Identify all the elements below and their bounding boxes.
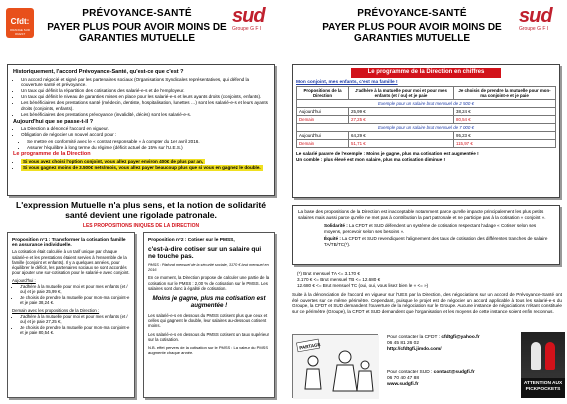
cell-value: 80,54 € [454,116,556,124]
tranche-line: 12.680 € <= Brut mensuel TC (oui, oui, vous lisez bien le « <= ») [297,282,429,288]
list-item: • Un accord négocié et signé par les partenaires sociaux (Organisations Syndicales représentatives, qui défend la couverture santé et prévoyance. [21,77,269,88]
contact-sud: Pour contacter SUD : contact@sudgfi.fr 06 70 40 47 88 www.sudgfi.fr [387,370,517,388]
slogan: L'expression Mutuelle n'a plus sens, et la notion de solidarité santé devient une rigolade patronale. [15,200,267,220]
prop1-demain: Demain avec les propositions de la Direction : [12,308,100,314]
cfdt-logo: Cfdt: ORANGE SUD OUEST [6,8,34,38]
prop1-list [12,284,130,305]
programme-list [13,159,269,171]
pickpocket-warning [521,332,565,398]
cfdt-email-link[interactable]: cfdtgfi@yahoo.fr [441,335,480,340]
table-header: J'adhère à la mutuelle pour moi et pour mes enfants (et / ou) et je paie [349,87,454,100]
contact-cfdt: Pour contacter la CFDT : cfdtgfi@yahoo.fr 06 45 81 26 02 http://cfdtgfi.jimdo.com/ [387,335,517,353]
sud-logo: sud Groupe G F I [232,5,265,32]
row-label: Aujourd'hui [297,108,349,116]
denonciation-text: Suite à la dénonciation de l'accord en vigueur sur l'UES par la Direction, des négociations sur un accord de Prévoyance-Santé ont été ouvertes sur ce même périmètre. Cependant, puisque le projet est de négocier un accord applicable à tous les salarié-e-s du Groupe, la CFDT et SUD demandent l'ouverture de la négociation sur le Groupe. Aucune instance de négociations n'étant constituée sur ce périmètre (Groupe), la CFDT et SUD demandent que l'organisation et les moyens de cette instance soient enfin reconnus. [292,292,562,314]
prop1-aujourdhui: Aujourd'hui : [12,278,36,284]
page-subtitle: PAYER PLUS POUR AVOIR MOINS DE GARANTIES MUTUELLE [322,22,502,44]
base-text: La base des propositions de la Direction est inacceptable notamment parce qu'elle impacte principalement les plus petits salaires mais aussi parce qu'elle ne met pas à contribution la part patronale et ne participe pas à la cotisation « conjoint ». [298,209,546,220]
prop2-pmss: PMSS : Plafond mensuel de la sécurité sociale, 3170 € brut mensuel en 2016 [148,263,269,272]
prop1-title: Proposition n°1 : Transformer la cotisation famille en assurance individuelle. [12,238,126,249]
proposition-1-box [7,232,135,398]
list-item: • J'adhère à la mutuelle pour moi et pour mes enfants (et / ou) et je paie 25,99 €, [20,284,130,294]
list-item: • Les bénéficiaires des prestations prévoyance (invalidité, décès) sont les salarié-e-s. [21,112,269,118]
example-2-label: Exemple pour un salaire brut mensuel de 7 000 € [297,124,556,132]
sud-logo: sud Groupe G F I [519,5,552,32]
proposition-2-box [143,232,275,398]
row-label: Demain [297,116,349,124]
table-row [297,132,556,140]
tranches [297,271,428,288]
list-item: • J'adhère à la mutuelle pour moi et pour mes enfants (et / ou) et je paie 27,25 €, [20,314,130,324]
table-header: Propositions de la Direction [297,87,349,100]
list-item: • Je choisis de prendre la mutuelle pour mon-ma conjoint-e et je paie 38,24 €. [20,295,130,305]
sud-phone: 06 70 40 47 88 [387,376,420,381]
conclusion-1: Le salarié pauvre de l'exemple : Moins je gagne, plus ma cotisation est augmentée ! [296,151,479,157]
comparison-table [296,86,556,148]
tranche-line: 3.170 € <= Brut mensuel TB <= 12.680 € [297,276,381,282]
historique-list [13,77,269,118]
equite: Équité : La CFDT et SUD revendiquent l'alignement des taux de cotisation des différentes tranches de salaire TA/TB/TC(*). [324,236,548,247]
attention-text: ATTENTION AUX PICKPOCKETS [523,381,563,392]
prop2-hook: c'est-à-dire cotiser sur un salaire qui ne touche pas. [148,246,262,261]
left-page [2,2,282,402]
prop2-title: Proposition n°2 : Cotiser sur le PMSS, [148,238,235,243]
sud-email-link[interactable]: contact@sudgfi.fr [433,370,475,375]
list-item: • Obligation de négocier un nouvel accord pour : [21,132,269,138]
base-box [292,205,560,265]
sud-website-link[interactable]: www.sudgfi.fr [387,382,419,387]
cartoon-illustration [293,335,379,399]
cell-value: 27,25 € [349,116,454,124]
historique-heading: Historiquement, l'accord Prévoyance-Santé, qu'est-ce que c'est ? [13,69,184,75]
example-1-label: Exemple pour un salaire brut mensuel de 2 500 € [297,100,556,108]
list-item: • Se mettre en conformité avec le « contrat responsable » à compter du 1er avril 2016. [27,139,269,145]
row-label: Demain [297,140,349,148]
cell-value: 115,97 € [454,140,556,148]
list-item: • Assurer l'équilibre à long terme du régime (déficit actuel de 15% sur l'U.E.S.) [27,145,269,151]
chiffres-banner: Le programme de la Direction en chiffres [351,68,501,78]
list-item: • Si vous avez choisi l'option conjoint, vous allez payer environ 400€ de plus par an, [21,159,269,165]
table-row [297,140,556,148]
table-header: Je choisis de prendre la mutuelle pour mon-ma conjoint-e et je paie [454,87,556,100]
page-subtitle: PAYER PLUS POUR AVOIR MOINS DE GARANTIES MUTUELLE [47,22,227,44]
passe-list [13,126,269,150]
prop2-body: En ce moment, la Direction propose de calculer une partie de la cotisation sur le PMSS : 2,00 % de cotisation sur le PMSS. Les salaires sont donc à égalité de cotisation. [148,275,270,291]
programme-heading: Le programme de la Direction [13,151,91,158]
masthead [317,8,507,44]
chiffres-box [292,64,560,198]
list-item: • Un taux qui définit la répartition des cotisations des salarié-e-s et de l'employeur. [21,88,269,94]
passe-heading: Aujourd'hui que se passe-t-il ? [13,118,94,125]
tranche-line: (*) Brut mensuel TA <= 3.170 € [297,271,360,276]
table-row [297,108,556,116]
cartoon-image [292,334,378,398]
cell-value: 51,71 € [349,140,454,148]
table-intro: Mon conjoint, mes enfants, c'est ma famille ! [296,79,398,85]
cfdt-phone: 06 45 81 26 02 [387,341,420,346]
list-item: • Je choisis de prendre la mutuelle pour mon-ma conjoint-e et je paie 80,54 €. [20,325,130,335]
cell-value: 64,29 € [349,132,454,140]
row-label: Aujourd'hui [297,132,349,140]
page-title: PRÉVOYANCE-SANTÉ [357,8,467,19]
right-page [287,2,567,402]
prop2-body3: Les salarié-e-s en dessous du PMSS cotisent un taux supérieur sur la cotisation. [148,331,270,342]
list-item: • Un taux qui définit le niveau de garanties mises en place pour les salarié-e-s et leurs ayants droits (conjoints, enfants). [21,94,269,100]
masthead [42,8,232,44]
cell-value: 25,99 € [349,108,454,116]
page-title: PRÉVOYANCE-SANTÉ [82,8,192,19]
list-item: • La Direction a dénoncé l'accord en vigueur. [21,126,269,132]
historique-box [7,64,275,196]
prop2-slogan: Moins je gagne, plus ma cotisation est augmentée ! [152,295,266,309]
propositions-heading: LES PROPOSITIONS INIQUES DE LA DIRECTION [82,223,200,229]
prop1-demain-list [12,314,130,335]
pickpocket-icon [521,332,565,378]
prop1-body: La cotisation était calculée à un tarif unique par chaque salarié-e et les prestations étaient servies à l'ensemble de la famille (conjoint et enfants). Il y a quelques années, pour équilibrer le déficit, les partenaires sociaux se sont accordés pour ajouter une sur-cotisation pour le salarié-e avec conjoint. [12,249,130,276]
prop2-note: N.B. effet pervers de la cotisation sur le PMSS : La valeur du PMSS augmente chaque année. [148,345,268,356]
cfdt-website-link[interactable]: http://cfdtgfi.jimdo.com/ [387,347,442,352]
cell-value: 38,24 € [454,108,556,116]
table-row [297,116,556,124]
solidarite: Solidarité : La CFDT et SUD défendent un système de cotisation respectant l'adage « Cotiser selon ses moyens, percevoir selon ses besoins ». [324,223,537,234]
cell-value: 95,23 € [454,132,556,140]
list-item: • Les bénéficiaires des prestations santé (médecin, dentiste, hospitalisation, lunettes …) sont les salarié-e-s et leurs ayants droits (conjoints, enfants). [21,100,269,111]
conclusion-2: Un comble : plus élevé est mon salaire, plus ma cotisation diminue ! [296,156,446,162]
cartoon-sign: PARTAGE [298,341,321,351]
prop2-body2: Les salarié-e-s en dessous du PMSS cotisent plus que ceux et celles qui gagnent le double, leur salaires au-dessous cotisent moins. [148,313,268,329]
list-item: • Si vous gagnez moins de 3.500€ nets/mois, vous allez payer beaucoup plus que si vous en gagnez le double. [21,165,269,171]
